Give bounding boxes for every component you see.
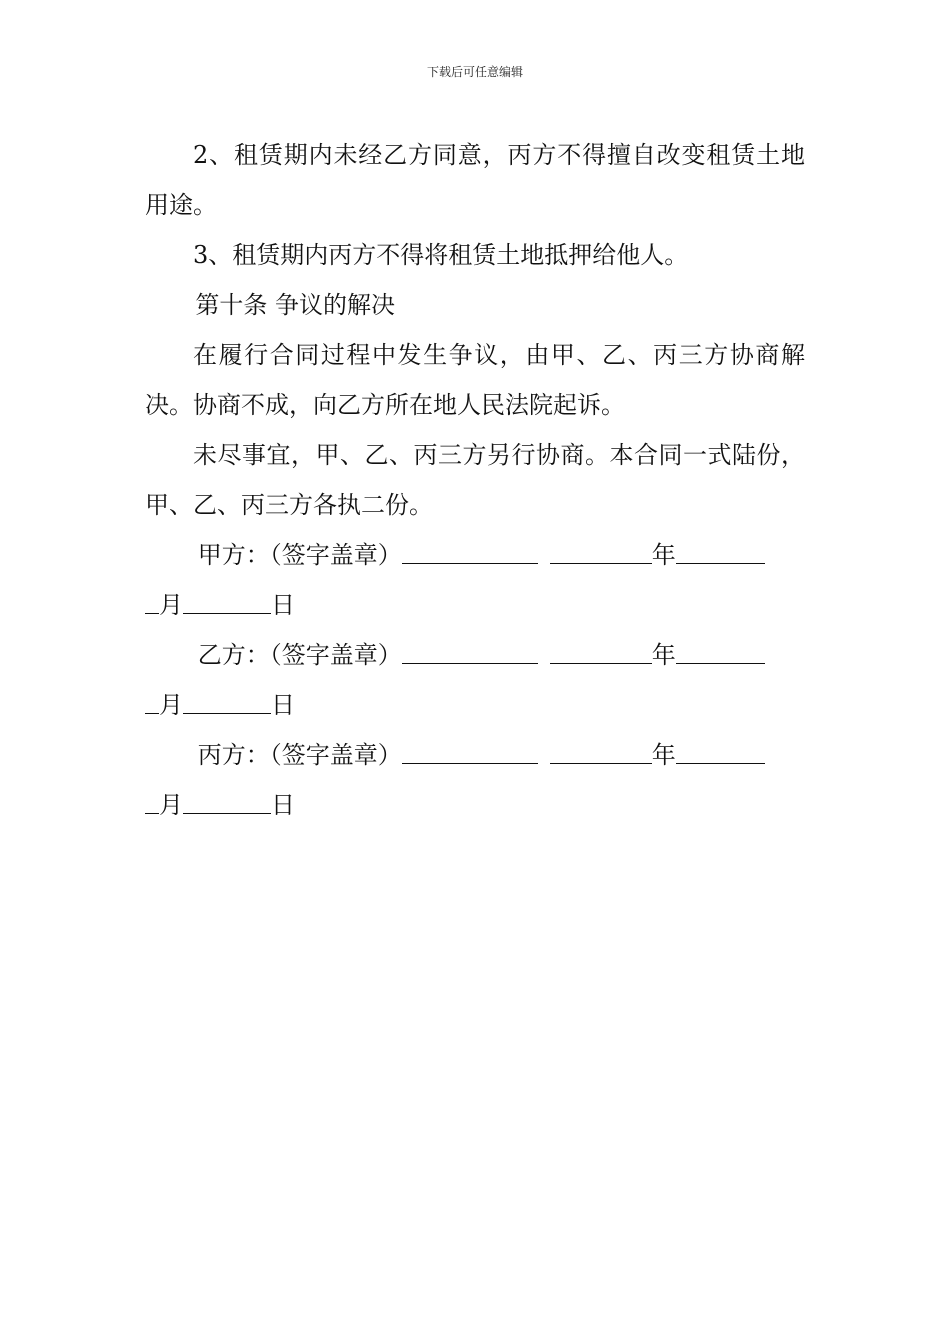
page-header: 下载后可任意编辑 [426, 65, 523, 79]
year-label: 年 [651, 541, 676, 569]
party-label: 甲方： [197, 541, 270, 569]
year-blank-after[interactable] [676, 639, 765, 664]
month-blank-pre[interactable] [145, 589, 159, 614]
day-label: 日 [271, 791, 295, 819]
signature-line [145, 630, 805, 680]
party-label: 乙方： [197, 641, 270, 669]
sign-seal-label: （签字盖章） [269, 541, 402, 569]
day-label: 日 [271, 691, 295, 719]
month-blank-pre[interactable] [145, 689, 159, 714]
party-label: 丙方： [197, 741, 270, 769]
clause-paragraph: 在履行合同过程中发生争议，由甲、乙、丙三方协商解决。协商不成，向乙方所在地人民法院起诉。 [145, 341, 805, 419]
year-blank[interactable] [550, 539, 652, 564]
day-blank[interactable] [183, 689, 271, 714]
signature-blank[interactable] [402, 739, 538, 764]
date-line [145, 780, 805, 830]
clause-paragraph: 3、租赁期内丙方不得将租赁土地抵押给他人。 [193, 241, 689, 269]
document-body [145, 130, 805, 830]
date-line [145, 680, 805, 730]
clause-paragraph: 2、租赁期内未经乙方同意，丙方不得擅自改变租赁土地用途。 [145, 141, 805, 219]
year-blank-after[interactable] [676, 739, 765, 764]
year-label: 年 [651, 741, 676, 769]
year-label: 年 [651, 641, 676, 669]
month-label: 月 [159, 691, 183, 719]
month-blank-pre[interactable] [145, 789, 159, 814]
signature-line [145, 530, 805, 580]
signature-line [145, 730, 805, 780]
sign-seal-label: （签字盖章） [269, 741, 402, 769]
month-label: 月 [159, 591, 183, 619]
signature-block-party-b [145, 630, 805, 730]
signature-block-party-a [145, 530, 805, 630]
date-line [145, 580, 805, 630]
signature-blank[interactable] [402, 639, 538, 664]
section-heading: 第十条 争议的解决 [195, 291, 396, 319]
signature-block-party-c [145, 730, 805, 830]
sign-seal-label: （签字盖章） [269, 641, 402, 669]
year-blank[interactable] [550, 739, 652, 764]
year-blank-after[interactable] [676, 539, 765, 564]
day-blank[interactable] [183, 589, 271, 614]
year-blank[interactable] [550, 639, 652, 664]
month-label: 月 [159, 791, 183, 819]
signature-blank[interactable] [402, 539, 538, 564]
day-blank[interactable] [183, 789, 271, 814]
clause-paragraph: 未尽事宜，甲、乙、丙三方另行协商。本合同一式陆份，甲、乙、丙三方各执二份。 [145, 441, 805, 519]
day-label: 日 [271, 591, 295, 619]
